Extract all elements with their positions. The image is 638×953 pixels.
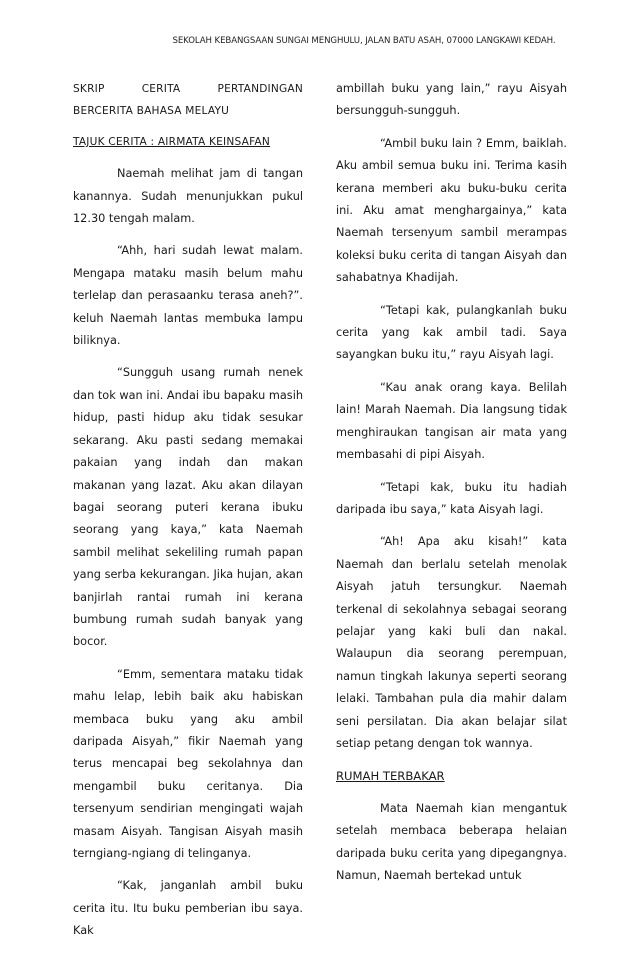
section-heading: RUMAH TERBAKAR: [336, 769, 445, 784]
paragraph: Mata Naemah kian mengantuk setelah membaca beberapa helaian daripada buku cerita yang dipegangnya. Namun, Naemah bertekad untuk: [336, 801, 567, 882]
paragraph: “Emm, sementara mataku tidak mahu lelap, lebih baik aku habiskan membaca buku yang aku ambil daripada Aisyah,” fikir Naemah yang terus mencapai beg sekolahnya dan mengambil buku ceritanya. Dia tersenyum sendirian mengingati wajah masam Aisyah. Tangisan Aisyah masih terngiang-ngiang di telinganya.: [73, 667, 303, 860]
paragraph: “Ah! Apa aku kisah!” kata Naemah dan berlalu setelah menolak Aisyah jatuh tersungkur. Naemah terkenal di sekolahnya sebagai seorang pelajar yang kaki buli dan nakal. Walaupun dia seorang perempuan, namun tingkah lakunya seperti seorang lelaki. Tambahan pula dia mahir dalam seni persilatan. Dia akan belajar silat setiap petang dengan tok wannya.: [336, 535, 567, 750]
left-column: [73, 78, 303, 953]
paragraph: “Ahh, hari sudah lewat malam. Mengapa mataku masih belum mahu terlelap dan perasaanku terasa aneh?”. keluh Naemah lantas membuka lampu biliknya.: [73, 244, 303, 348]
story-topic: TAJUK CERITA : AIRMATA KEINSAFAN: [73, 135, 270, 148]
right-column: [336, 78, 567, 897]
script-title-line1: SKRIP CERITA PERTANDINGAN: [73, 83, 303, 95]
paragraph: Naemah melihat jam di tangan kanannya. Sudah menunjukkan pukul 12.30 tengah malam.: [73, 167, 303, 226]
paragraph: “Sungguh usang rumah nenek dan tok wan ini. Andai ibu bapaku masih hidup, pasti hidup aku tidak sesukar sekarang. Aku pasti sedang memakai pakaian yang indah dan makan makanan yang lazat. Aku akan dilayan bagai seorang puteri kerana ibuku seorang yang kaya,” kata Naemah sambil melihat sekeliling rumah papan yang serba kekurangan. Jika hujan, akan banjirlah rantai rumah ini kerana bumbung rumah sudah banyak yang bocor.: [73, 366, 303, 649]
page-header: SEKOLAH KEBANGSAAN SUNGAI MENGHULU, JALAN BATU ASAH, 07000 LANGKAWI KEDAH.: [172, 36, 556, 46]
paragraph: “Kak, janganlah ambil buku cerita itu. Itu buku pemberian ibu saya. Kak: [73, 879, 303, 938]
paragraph: “Tetapi kak, buku itu hadiah daripada ibu saya,” kata Aisyah lagi.: [336, 480, 567, 516]
script-title-line2: BERCERITA BAHASA MELAYU: [73, 105, 230, 118]
paragraph: “Tetapi kak, pulangkanlah buku cerita yang kak ambil tadi. Saya sayangkan buku itu,” rayu Aisyah lagi.: [336, 303, 567, 362]
paragraph: “Ambil buku lain ? Emm, baiklah. Aku ambil semua buku ini. Terima kasih kerana memberi aku buku-buku cerita ini. Aku amat menghargainya,” kata Naemah tersenyum sambil merampas koleksi buku cerita di tangan Aisyah dan sahabatnya Khadijah.: [336, 136, 567, 285]
paragraph: ambillah buku yang lain,” rayu Aisyah bersungguh-sungguh.: [336, 82, 567, 118]
paragraph: “Kau anak orang kaya. Belilah lain! Marah Naemah. Dia langsung tidak menghiraukan tangisan air mata yang membasahi di pipi Aisyah.: [336, 380, 567, 462]
